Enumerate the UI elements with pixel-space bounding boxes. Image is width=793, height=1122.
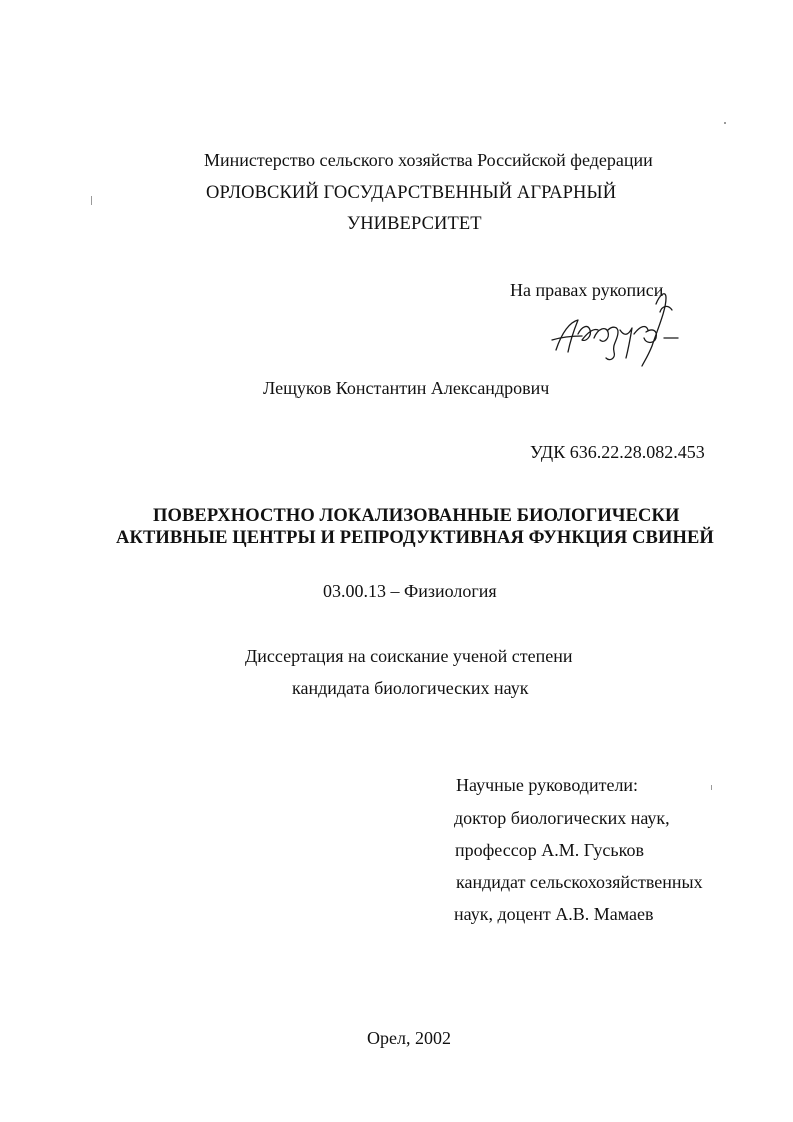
- manuscript-rights: На правах рукописи: [510, 280, 664, 300]
- dissertation-title-line-2: АКТИВНЫЕ ЦЕНТРЫ И РЕПРОДУКТИВНАЯ ФУНКЦИЯ СВИНЕЙ: [116, 528, 714, 548]
- scan-mark-right: [711, 785, 712, 790]
- supervisor-line-2: профессор А.М. Гуськов: [455, 840, 644, 860]
- supervisor-line-3: кандидат сельскохозяйственных: [456, 872, 703, 892]
- specialty-code: 03.00.13 – Физиология: [323, 581, 497, 601]
- university-line-1: ОРЛОВСКИЙ ГОСУДАРСТВЕННЫЙ АГРАРНЫЙ: [206, 183, 617, 203]
- scan-mark-left: [91, 196, 92, 205]
- scan-mark-top-right: [724, 122, 726, 124]
- udc-code: УДК 636.22.28.082.453: [530, 442, 705, 462]
- university-line-2: УНИВЕРСИТЕТ: [347, 214, 482, 234]
- supervisors-heading: Научные руководители:: [456, 775, 639, 795]
- degree-line-2: кандидата биологических наук: [292, 678, 529, 698]
- ministry-line: Министерство сельского хозяйства Российской федерации: [204, 150, 653, 170]
- author-name: Лещуков Константин Александрович: [263, 378, 550, 398]
- supervisor-line-1: доктор биологических наук,: [454, 808, 670, 828]
- author-signature: [548, 282, 688, 372]
- degree-line-1: Диссертация на соискание ученой степени: [245, 646, 573, 666]
- place-year: Орел, 2002: [367, 1028, 451, 1048]
- dissertation-title-line-1: ПОВЕРХНОСТНО ЛОКАЛИЗОВАННЫЕ БИОЛОГИЧЕСКИ: [153, 506, 680, 526]
- supervisor-line-4: наук, доцент А.В. Мамаев: [454, 904, 654, 924]
